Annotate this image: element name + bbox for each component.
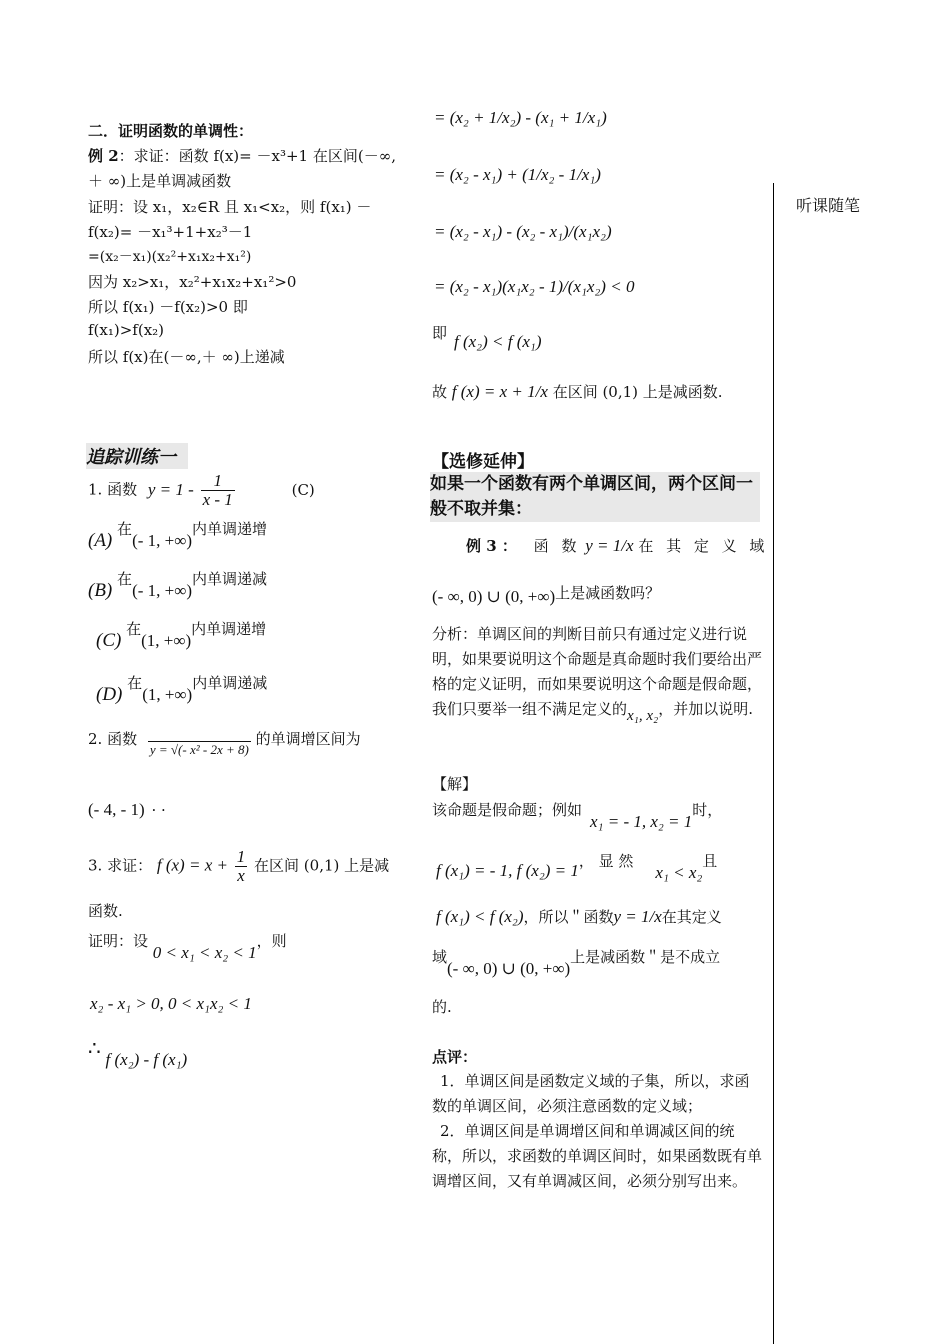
q3-then: ，则 <box>256 932 287 950</box>
therefore-symbol: ∴ <box>88 1036 101 1060</box>
example-3-function: y = 1/x <box>585 536 634 555</box>
example-3-tail: 在 其 定 义 域 <box>638 537 769 555</box>
proof-line-3: =(x₂－x₁)(x₂²+x₁x₂+x₁²) <box>88 249 252 265</box>
solution-line-2-mid: ， 显 然 <box>578 852 634 870</box>
notes-sidebar-label: 听课随笔 <box>796 196 861 215</box>
option-a-interval: (- 1, +∞) <box>132 531 193 550</box>
q2-expression: y = √(- x² - 2x + 8) <box>149 742 249 757</box>
solution-line-2-expr: f (x₁) = - 1, f (x₂) = 1 <box>436 861 579 880</box>
option-a-label: (A) <box>88 530 113 551</box>
example-3-label: 例 3 ： <box>466 537 517 555</box>
example-3-question: 上是减函数吗？ <box>555 584 661 602</box>
q3-therefore-line <box>88 1036 188 1069</box>
equation-step-2: = (x₂ - x₁) + (1/x₂ - 1/x₁) <box>434 165 601 184</box>
option-d <box>96 672 268 705</box>
analysis-vars: x₁, x₂ <box>627 708 659 724</box>
q2-suffix: 的单调增区间为 <box>255 730 361 748</box>
example-2-text: ：求证：函数 f(x)= －x³+1 在区间(－∞, <box>118 147 396 165</box>
option-c-in: 在 <box>126 620 142 638</box>
review-point-2: 2．单调区间是单调增区间和单调减区间的统称，所以，求函数的单调区间时，如果函数既有单调增区间，又有单调减区间，必须分别写出来。 <box>432 1122 763 1190</box>
conclusion-gu <box>432 381 723 402</box>
q3-fraction-num: 1 <box>236 847 246 866</box>
q1-answer: (C) <box>291 480 315 499</box>
solution-line-1-text: 该命题是假命题；例如 <box>432 801 583 819</box>
solution-line-5: 的. <box>432 998 452 1016</box>
question-1 <box>88 472 315 509</box>
solution-line-1-end: 时， <box>692 801 723 819</box>
q1-fraction-num: 1 <box>201 472 235 491</box>
proof-line-4: 因为 x₂>x₁，x₂²+x₁x₂+x₁²>0 <box>88 273 297 291</box>
option-b-interval: (- 1, +∞) <box>132 581 193 600</box>
conclusion-ji-expr: f (x₂) < f (x₁) <box>454 332 542 351</box>
option-d-interval: (1, +∞) <box>142 685 193 704</box>
q3-fraction <box>235 848 248 885</box>
q1-prefix: 1. 函数 <box>88 480 138 499</box>
q2-answer-line <box>88 800 166 820</box>
proof-line-1: 证明：设 x₁，x₂∈R 且 x₁<x₂，则 f(x₁) － <box>88 198 372 216</box>
analysis-end: ，并加以说明. <box>658 700 754 718</box>
solution-line-4 <box>432 946 721 978</box>
analysis-paragraph <box>432 622 762 723</box>
option-a <box>88 518 268 551</box>
equation-step-3: = (x₂ - x₁) - (x₂ - x₁)/(x₁x₂) <box>434 222 612 241</box>
q3-fraction-den: x <box>237 866 245 885</box>
option-a-in: 在 <box>117 520 133 538</box>
q3-inequality: x₂ - x₁ > 0, 0 < x₁x₂ < 1 <box>90 994 252 1013</box>
example-3-domain: (- ∞, 0) ∪ (0, +∞) <box>432 587 556 606</box>
option-c-text: 内单调递增 <box>191 620 267 638</box>
option-b-text: 内单调递减 <box>192 570 268 588</box>
proof-line-2: f(x₂)= －x₁³+1+x₂³－1 <box>88 223 253 241</box>
proof-line-5: 所以 f(x₁) －f(x₂)>0 即 <box>88 298 248 316</box>
review-point-1: 1．单调区间是函数定义域的子集，所以，求函数的单调区间，必须注意函数的定义域； <box>432 1072 750 1115</box>
solution-line-4-a: 域 <box>432 948 448 966</box>
solution-line-3-mid: ，所以＂函数 <box>523 908 614 926</box>
example-2-statement <box>88 145 396 166</box>
example-2-label: 例 2 <box>88 147 119 165</box>
q2-dots: · · <box>151 801 166 819</box>
drill-title: 追踪训练一 <box>86 443 188 469</box>
section-heading: 二．证明函数的单调性： <box>88 122 254 140</box>
q3-proof-line <box>88 930 287 962</box>
solution-line-3-function: y = 1/x <box>613 907 662 926</box>
example-3-text: 函 数 <box>533 537 581 555</box>
solution-line-1 <box>432 799 723 831</box>
example-3-domain-line <box>432 582 661 606</box>
q3-prefix: 3. 求证： <box>88 856 153 875</box>
solution-line-3-end: 在其定义 <box>661 908 722 926</box>
extension-title: 【选修延伸】 <box>432 452 534 472</box>
option-c-interval: (1, +∞) <box>141 631 192 650</box>
option-d-label: (D) <box>96 684 123 705</box>
option-d-text: 内单调递减 <box>192 674 268 692</box>
proof-line-6: f(x₁)>f(x₂) <box>88 321 165 339</box>
q2-prefix: 2. 函数 <box>88 730 138 748</box>
solution-line-1-expr: x₁ = - 1, x₂ = 1 <box>590 812 693 831</box>
q3-condition: 0 < x₁ < x₂ < 1 <box>152 943 257 962</box>
extension-statement: 如果一个函数有两个单调区间，两个区间一般不取并集： <box>430 472 760 522</box>
margin-divider-line <box>773 183 774 1344</box>
question-2 <box>88 728 361 757</box>
q3-interval: 在区间 (0,1) 上是减 <box>254 856 390 875</box>
option-b-in: 在 <box>117 570 133 588</box>
example-2-continuation: ＋ ∞)上是单调减函数 <box>88 172 232 190</box>
solution-line-2 <box>436 850 718 882</box>
conclusion-ji: 即 <box>432 324 448 342</box>
option-b <box>88 568 268 601</box>
q2-answer: (- 4, - 1) <box>88 800 145 819</box>
equation-step-4: = (x₂ - x₁)(x₁x₂ - 1)/(x₁x₂) < 0 <box>434 277 635 296</box>
conclusion-gu-label: 故 <box>432 383 448 401</box>
q3-difference: f (x₂) - f (x₁) <box>105 1050 188 1069</box>
q3-function: f (x) = x + <box>156 855 228 875</box>
conclusion-gu-expr: f (x) = x + 1/x <box>451 382 548 401</box>
solution-line-2-ineq: x₁ < x₂ <box>655 863 703 882</box>
solution-line-4-domain: (- ∞, 0) ∪ (0, +∞) <box>447 959 571 978</box>
proof-line-7: 所以 f(x)在(－∞,＋ ∞)上递减 <box>88 348 285 366</box>
option-c <box>96 618 267 651</box>
solution-line-4-end: 上是减函数＂是不成立 <box>570 948 721 966</box>
option-d-in: 在 <box>127 674 143 692</box>
q1-fraction-den: x - 1 <box>202 490 233 509</box>
q1-fraction <box>201 472 235 509</box>
solution-line-2-end: 且 <box>702 852 718 870</box>
example-3-line <box>466 535 768 556</box>
review-title: 点评： <box>432 1048 478 1066</box>
solution-title: 【解】 <box>432 775 478 793</box>
solution-line-3-expr: f (x₁) < f (x₂) <box>436 907 524 926</box>
option-c-label: (C) <box>96 630 122 651</box>
question-3 <box>88 848 389 885</box>
option-a-text: 内单调递增 <box>192 520 268 538</box>
option-b-label: (B) <box>88 580 113 601</box>
q3-proof-label: 证明：设 <box>88 932 149 950</box>
q3-continuation: 函数. <box>88 902 123 920</box>
equation-step-1: = (x₂ + 1/x₂) - (x₁ + 1/x₁) <box>434 108 607 127</box>
q1-function: y = 1 - <box>147 479 194 499</box>
conclusion-gu-text: 在区间 (0,1) 上是减函数. <box>552 383 723 401</box>
analysis-text: 分析：单调区间的判断目前只有通过定义进行说明，如果要说明这个命题是真命题时我们要给出严格的定义证明，而如果要说明这个命题是假命题，我们只要举一组不满足定义的 <box>432 625 763 718</box>
solution-line-3 <box>436 906 722 927</box>
